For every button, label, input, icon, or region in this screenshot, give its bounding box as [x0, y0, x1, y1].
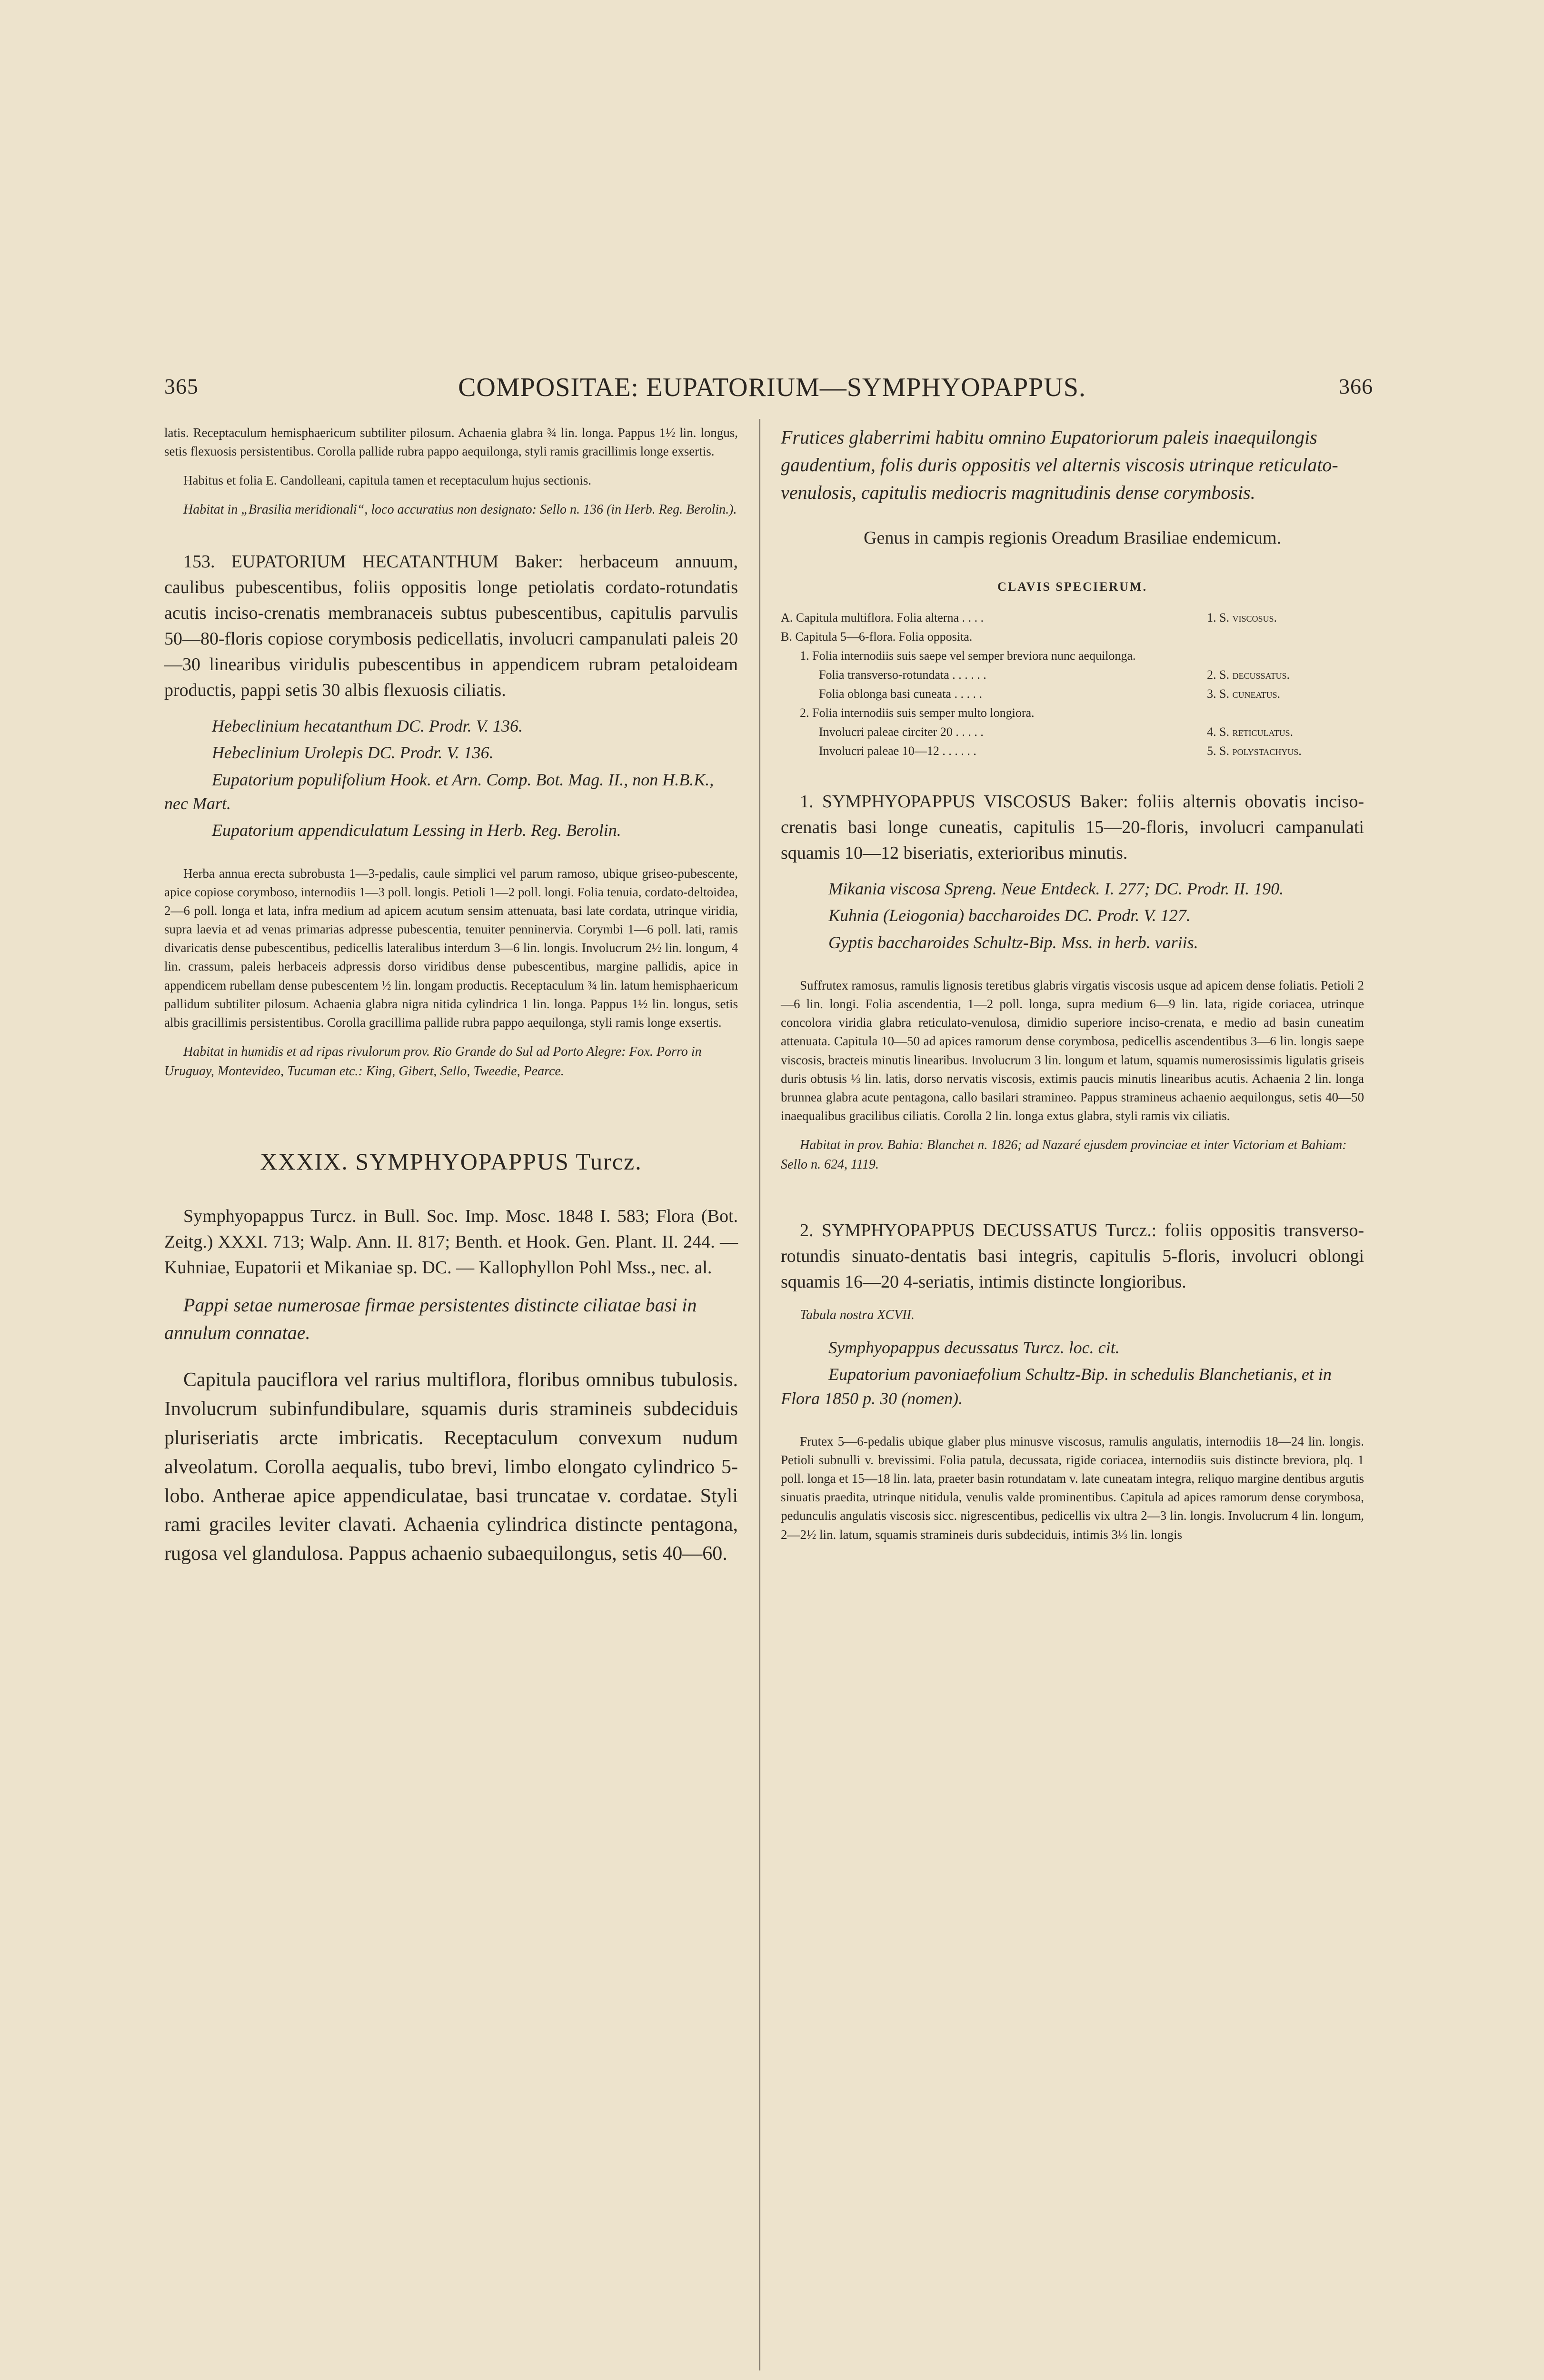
key-row: Involucri paleae 10—12 . . . . . . 5. S. polystachyus. — [819, 744, 1302, 758]
key-row: 2. Folia internodiis suis semper multo longiora. — [800, 705, 1035, 720]
synonym-list — [164, 714, 738, 843]
synonym: Gyptis baccharoides Schultz-Bip. Mss. in herb. variis. — [828, 932, 1198, 952]
key-row: A. Capitula multiflora. Folia alterna . . . . 1. S. viscosus. — [781, 610, 1277, 625]
species-habitat: Habitat in prov. Bahia: Blanchet n. 1826; ad Nazaré ejusdem provinciae et inter Victoriam et Bahiam: Sello n. 624, 1119. — [781, 1138, 1347, 1172]
description-continuation: latis. Receptaculum hemisphaericum subtiliter pilosum. Achaenia glabra ¾ lin. longa. Pappus 1½ lin. longus, setis flexuosis persistentibus. Corolla pallide rubra pappo aequilonga, styli ramis gracillimis longe exsertis. — [164, 426, 738, 459]
key-row: B. Capitula 5—6-flora. Folia opposita. — [781, 629, 973, 644]
page-number-left: 365 — [164, 374, 199, 398]
clavis-title: CLAVIS SPECIERUM. — [997, 579, 1147, 594]
synonym: Hebeclinium Urolepis DC. Prodr. V. 136. — [212, 743, 494, 763]
column-divider — [759, 419, 760, 2370]
key-row: Folia oblonga basi cuneata . . . . . 3. S. cuneatus. — [819, 686, 1280, 701]
genus-habit: Frutices glaberrimi habitu omnino Eupatoriorum paleis inaequilongis gaudentium, folis duris oppositis vel alternis viscosis utrinque reticulato-venulosis, capitulis mediocris magnitudinis dense corymbosis. — [781, 426, 1338, 503]
synonym: Mikania viscosa Spreng. Neue Entdeck. I. 277; DC. Prodr. II. 190. — [828, 879, 1284, 898]
species-diagnosis-viscosus: 1. SYMPHYOPAPPUS VISCOSUS Baker: foliis alternis obovatis inciso-crenatis basi longe cuneatis, capitulis 15—20-floris, involucri campanulati squamis 10—12 biseriatis, exterioribus minutis. — [781, 791, 1364, 863]
species-habitat: Habitat in humidis et ad ripas rivulorum prov. Rio Grande do Sul ad Porto Alegre: Fox. Porro in Uruguay, Montevideo, Tucuman etc.: King, Gibert, Sello, Tweedie, Pearce. — [164, 1044, 702, 1079]
habitat-note: Habitat in „Brasilia meridionali“, loco accuratius non designato: Sello n. 136 (in Herb. Reg. Berolin.). — [183, 502, 737, 517]
species-diagnosis-decussatus: 2. SYMPHYOPAPPUS DECUSSATUS Turcz.: foliis oppositis transverso-rotundis sinuato-dentatis basi integris, capitulis 5-floris, involucri oblongi squamis 16—20 4-seriatis, intimis distincte longioribus. — [781, 1220, 1364, 1292]
genus-pappus-note: Pappi setae numerosae firmae persistentes distincte ciliatae basi in annulum connatae. — [164, 1294, 697, 1343]
page-number-right: 366 — [1339, 374, 1373, 398]
synonym: Hebeclinium hecatanthum DC. Prodr. V. 136. — [212, 716, 523, 735]
synonym: Eupatorium appendiculatum Lessing in Herb. Reg. Berolin. — [212, 821, 621, 840]
running-header: COMPOSITAE: EUPATORIUM—SYMPHYOPAPPUS. — [458, 373, 1086, 402]
synonym: Kuhnia (Leiogonia) baccharoides DC. Prodr. V. 127. — [828, 906, 1191, 925]
synonym: Eupatorium pavoniaefolium Schultz-Bip. in schedulis Blanchetianis, et in Flora 1850 p. 30 (nomen). — [781, 1365, 1332, 1408]
synonym-list — [781, 1336, 1364, 1410]
habitus-note: Habitus et folia E. Candolleani, capitula tamen et receptaculum hujus sectionis. — [183, 473, 591, 488]
species-description: Herba annua erecta subrobusta 1—3-pedalis, caule simplici vel parum ramoso, ubique griseo-pubescente, apice copiose corymboso, internodiis 1—3 poll. longis. Petioli 1—2 poll. longi. Folia tenuia, cordato-deltoidea, 2—6 poll. longa et lata, infra medium ad apicem acutum sensim attenuata, basi late cordata, utrinque viridia, supra laevia et ad venas primarias adpresse pubescentia, tenuiter penninervia. Corymbi 1—6 poll. lati, ramis divaricatis dense pubescentibus, pedicellis lateralibus interdum 3—6 lin. longis. Involucrum 2½ lin. longum, 4 lin. crassum, paleis herbaceis adpressis dorso viridibus dense pubescentibus, margine pallidis, apice in appendicem rubellam dense pubescentem ½ lin. longam productis. Receptaculum ¾ lin. latum hemisphaericum pallidum subtiliter pilosum. Achaenia glabra nigra nitida cylindrica 1 lin. longa. Pappus 1½ lin. longus, setis albis gracillimis persistentibus. Corolla gracillima pallide rubra pappo aequilonga, styli ramis longe exsertis. — [164, 866, 738, 1030]
species-key — [781, 608, 1364, 761]
left-column — [164, 424, 738, 1579]
genus-section-title: XXXIX. SYMPHYOPAPPUS Turcz. — [260, 1148, 642, 1175]
synonym: Symphyopappus decussatus Turcz. loc. cit. — [828, 1338, 1120, 1357]
synonym-list — [781, 877, 1364, 954]
species-diagnosis-153: 153. EUPATORIUM HECATANTHUM Baker: herbaceum annuum, caulibus pubescentibus, foliis oppositis longe petiolatis cordato-rotundatis acutis inciso-crenatis membranaceis subtus pubescentibus, capitulis parvulis 50—80-floris copiose corymbosis pedicellatis, involucri campanulati paleis 20—30 linearibus viridulis pubescentibus in appendicem rubram petaloideam productis, pappi setis 30 albis flexuosis ciliatis. — [164, 552, 738, 700]
plate-reference: Tabula nostra XCVII. — [800, 1308, 915, 1323]
key-row: 1. Folia internodiis suis saepe vel semper breviora nunc aequilonga. — [800, 648, 1136, 663]
genus-distribution: Genus in campis regionis Oreadum Brasiliae endemicum. — [864, 528, 1281, 548]
key-row: Involucri paleae circiter 20 . . . . . 4. S. reticulatus. — [819, 724, 1293, 739]
genus-citation: Symphyopappus Turcz. in Bull. Soc. Imp. Mosc. 1848 I. 583; Flora (Bot. Zeitg.) XXXI. 713; Walp. Ann. II. 817; Benth. et Hook. Gen. Plant. II. 244. — Kuhniae, Eupatorii et Mikaniae sp. DC. — Kallophyllon Pohl Mss., nec. al. — [164, 1206, 738, 1278]
right-column — [781, 424, 1364, 1555]
species-description: Frutex 5—6-pedalis ubique glaber plus minusve viscosus, ramulis angulatis, internodiis 18—24 lin. longis. Petioli subnulli v. brevissimi. Folia patula, decussata, rigide coriacea, internodiis suis distincte breviora, plq. 1 poll. longa et 15—18 lin. lata, praeter basin rotundatam v. late cuneatam integra, reliquo margine dentibus argutis sinuatis praedita, utrinque nitidula, venulis valde prominentibus. Capitula ad apices ramorum dense corymbosa, pedunculis angulatis viscosis sicc. nigrescentibus, pedicellis vix ultra 2—3 lin. longis. Involucrum 4 lin. longum, 2—2½ lin. latum, squamis stramineis duris subdeciduis, intimis 3⅓ lin. longis — [781, 1434, 1364, 1542]
species-description: Suffrutex ramosus, ramulis lignosis teretibus glabris virgatis viscosis usque ad apicem dense foliatis. Petioli 2—6 lin. longi. Folia ascendentia, 1—2 poll. longa, supra medium 6—9 lin. lata, rigide coriacea, utrinque concolora viridia glabra reticulato-venulosa, dimidio superiore inciso-crenata, e medio ad basin cuneatim attenuata. Capitula 10—50 ad apices ramorum dense corymbosa, pedicellis ascendentibus 3—6 lin. longis saepe viscosis, bracteis minutis linearibus. Involucrum 3 lin. longum et latum, squamis numerosissimis ligulatis griseis duris obtusis ⅓ lin. latis, dorso nervatis viscosis, extimis paucis minutis linearibus acutis. Achaenia 2 lin. longa brunnea glabra acute pentagona, callo basilari stramineo. Pappus stramineus achaenio aequilongus, setis 40—50 inaequalibus gracilibus ciliatis. Corolla 2 lin. longa extus glabra, styli ramis vix ciliatis. — [781, 978, 1364, 1123]
synonym: Eupatorium populifolium Hook. et Arn. Comp. Bot. Mag. II., non H.B.K., nec Mart. — [164, 770, 714, 813]
key-row: Folia transverso-rotundata . . . . . . 2. S. decussatus. — [819, 667, 1290, 682]
genus-description: Capitula pauciflora vel rarius multiflora, floribus omnibus tubulosis. Involucrum subinfundibulare, squamis duris stramineis subdeciduis pluriseriatis arcte imbricatis. Receptaculum convexum nudum alveolatum. Corolla aequalis, tubo brevi, limbo elongato cylindrico 5-lobo. Antherae apice appendiculatae, basi truncatae v. cordatae. Styli rami graciles leviter clavati. Achaenia cylindrica distincte pentagona, rugosa vel glandulosa. Pappus achaenio subaequilongus, setis 40—60. — [164, 1369, 738, 1565]
